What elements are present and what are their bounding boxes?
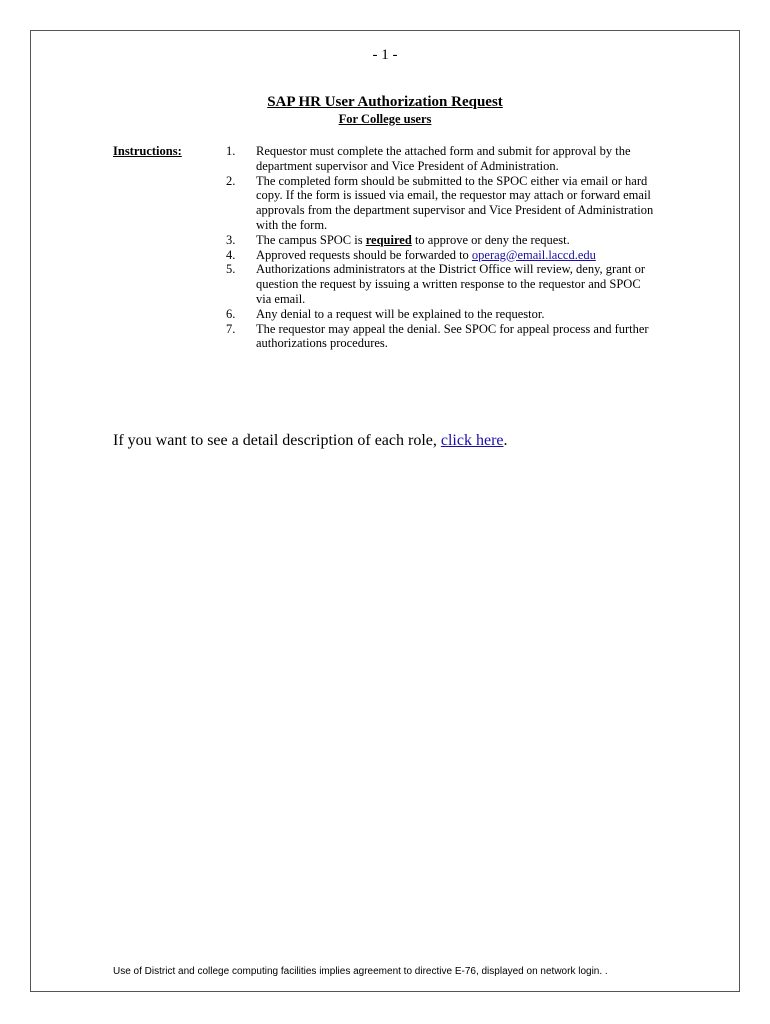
instruction-text: Any denial to a request will be explained to the requestor. [256,306,545,321]
instruction-number: 5. [226,262,236,277]
instruction-item [226,322,656,352]
instruction-item [226,233,656,248]
document-title: SAP HR User Authorization Request [267,94,503,110]
instruction-item [226,307,656,322]
instruction-number: 1. [226,144,236,158]
required-emphasis: required [365,232,412,247]
click-here-link[interactable]: click here [440,432,504,449]
instruction-text [256,248,656,263]
instruction-text: The completed form should be submitted to the SPOC either via email or hard copy. If the form is issued via email, the requestor may attach or forward email approvals from the department supervisor and Vice President of Administration with the form. [256,173,654,232]
role-description-text: If you want to see a detail description of each role, [113,432,441,449]
instruction-item [226,144,656,174]
role-description-end: . [503,432,508,449]
page-number: - 1 - [372,47,398,63]
instruction-text: The requestor may appeal the denial. See SPOC for appeal process and further authorizations procedures. [256,321,649,351]
instruction-text: Authorizations administrators at the District Office will review, deny, grant or question the request by issuing a written response to the requestor and SPOC via email. [256,262,646,306]
document-subtitle: For College users [338,112,432,126]
instruction-number: 2. [226,173,236,188]
instruction-text-before: The campus SPOC is [256,232,366,247]
email-link[interactable]: operag@email.laccd.edu [471,247,596,262]
role-description-line [113,432,713,450]
instructions-list [226,144,656,351]
instruction-item [226,248,656,263]
instructions-label: Instructions: [113,144,182,158]
instruction-item [226,262,656,306]
footer-note: Use of District and college computing facilities implies agreement to directive E-76, displayed on network login. . [113,966,608,977]
instruction-number: 4. [226,247,236,262]
instruction-text: Requestor must complete the attached form and submit for approval by the department supervisor and Vice President of Administration. [256,144,631,173]
instruction-number: 3. [226,232,236,247]
instruction-text-after: to approve or deny the request. [411,232,570,247]
instruction-item [226,174,656,233]
instruction-text-before: Approved requests should be forwarded to [256,247,472,262]
instruction-text [256,233,656,248]
instruction-number: 6. [226,306,236,321]
instruction-number: 7. [226,321,236,336]
